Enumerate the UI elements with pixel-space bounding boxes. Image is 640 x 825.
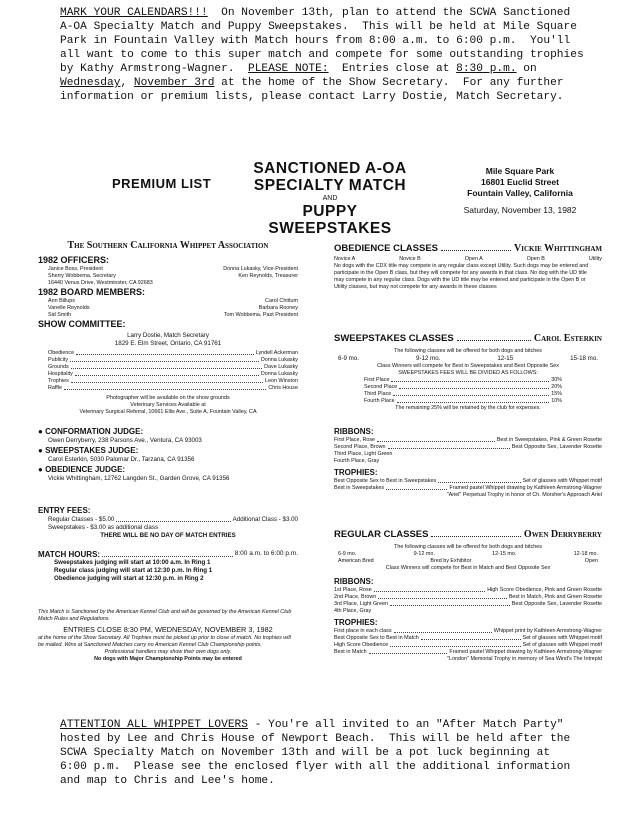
rules-block [38,609,298,663]
class-name: Open [584,558,598,564]
regular-classes-row2 [334,558,602,565]
venue-city: Fountain Valley, California [467,188,573,198]
announcement-text: by Kathy Armstrong-Wagner. [60,63,248,75]
vet-address: Veterinary Surgical Referral, 10661 Ellis Ave., Suite A, Fountain Valley, CA [79,409,257,415]
ribbon-row [334,437,602,444]
percent: 20% [551,384,562,390]
trophy-row [334,635,602,642]
officers-heading: 1982 OFFICERS: [38,255,110,265]
committee-member: Chris House [268,385,298,391]
obedience-judge-label: OBEDIENCE JUDGE: [45,465,126,474]
board-row [48,298,298,305]
age-class: 9-12 mo. [415,355,441,362]
venue-block [445,166,595,216]
secretary-address: 1829 E. Elm Street, Ontario, CA 91761 [114,340,222,347]
sweepstakes-trophies [334,478,602,499]
vet-note: Veterinary Services Available at [130,402,206,408]
sweepstakes-judge: Carol Esterkin, 5030 Palomar Dr., Tarzana, CA 91356 [48,456,195,463]
obedience-rule: participate in the Open B class, but they will compete for any awards in that class. No dog with the UD title [334,270,587,276]
sweepstakes-ribbons-heading: RIBBONS: [334,427,374,436]
committee-role: Trophies [48,378,69,384]
rules-text: be mailed. Wins at Sanctioned Matches carry no American Kennel Club Championship points. [38,642,262,648]
trophy-row [334,628,602,635]
class-name: Open B [526,256,545,262]
age-class: 6-9 mo. [338,355,359,362]
conformation-judge-label: CONFORMATION JUDGE: [45,427,144,436]
party-text: hosted by Lee and Chris House of Newport Beach. This will be held after the [60,733,571,745]
judges-block [38,426,298,483]
event-date: Saturday, November 13, 1982 [463,205,577,215]
prize-row [364,391,562,398]
trophy-award: First place in each class [334,628,392,634]
announcement-text: all want to come to this super match and compete for some outstanding trophies [60,49,584,61]
place: Second Place [364,384,398,390]
trophy-award: Best in Sweepstakes [334,485,385,491]
committee-row [48,350,298,357]
age-class: 9-12 mo. [413,551,435,557]
conformation-judge-heading: ● CONFORMATION JUDGE: [38,427,144,436]
regular-ribbons [334,587,602,615]
rules-text: This Match is Sanctioned by the American Kennel Club and will be governed by the American Kennel Club [38,609,292,615]
class-name: American Bred [338,558,374,564]
sweepstakes-ages [334,355,602,363]
photographer-note: Photographer will be available on the show grounds [106,395,230,401]
announcement-bottom [60,718,630,788]
announcement-text: , [120,77,134,89]
announcement-top [60,6,630,104]
regular-title: REGULAR CLASSES [334,529,429,540]
ribbon: Fourth Place, Gray [334,458,380,464]
committee-list [38,350,298,392]
committee-role: Publicity [48,357,69,363]
trophy-award: High Score Obedience [334,642,389,648]
board-row [48,312,298,319]
premium-list-label: PREMIUM LIST [112,176,212,191]
trophy-prize: Set of glasses with Whippet motif [522,478,602,484]
ribbon: 4th Place, Gray [334,608,372,614]
officer-row [48,266,298,273]
club-retention: The remaining 25% will be retained by the club for expenses. [395,405,541,411]
sweepstakes-judge-name: Carol Esterkin [533,333,602,344]
announcement-text: Park in Fountain Valley with Match hours from 8:00 a.m. to 6:00 p.m. You'll [60,35,571,47]
officer-row [48,273,298,280]
committee-member: Donna Lukasky [260,371,298,377]
ribbon: 2nd Place, Brown [334,594,377,600]
deadline-time: 8:30 p.m. [456,63,517,75]
percent: 15% [551,391,562,397]
committee-role: Grounds [48,364,69,370]
obedience-judge-heading: ● OBEDIENCE JUDGE: [38,465,126,474]
additional-fee: Additional Class - $3.00 [232,516,298,523]
place: Fourth Place [364,398,395,404]
announcement-text: A-OA Specialty Match and Puppy Sweepstakes. This will be held at Mile Square [60,21,577,33]
ribbon-row [334,587,602,594]
ribbon: Best in Match, Pink and Green Rosette [508,594,602,600]
committee-row [48,385,298,392]
rules-text: Professional handlers may show their own dogs only. [104,649,232,655]
prize-row [364,398,562,405]
officer-address: 16440 Venus Drive, Westminster, CA 92683 [48,280,153,286]
officer-row [48,280,298,287]
committee-member: Dave Lukasky [264,364,298,370]
deadline-day: Wednesday [60,77,121,89]
class-name: Novice B [399,256,421,262]
obedience-heading [334,243,602,254]
ribbon-row [334,601,602,608]
board-list [38,298,298,319]
entry-fees-block [38,505,298,540]
committee-member: Lyndell Ackerman [255,350,298,356]
committee-member: Leon Winston [265,378,298,384]
sweepstakes-ribbons [334,437,602,465]
judging-schedule: Obedience judging will start at 12:30 p.m. in Ring 2 [54,575,204,582]
rules-text: at the home of the Show Secretary. All Trophies must be picked up prior to close of match. No trophies will [38,635,291,641]
ribbon: Third Place, Light Green [334,451,393,457]
officer: Ken Reynolds, Treasurer [238,273,298,279]
announcement-text: information or premium lists, please contact Larry Dostie, Match Secretary. [60,91,564,103]
board-member: Tom Wobbema, Past President [223,312,298,318]
age-class: 12-15 [497,355,514,362]
board-heading: 1982 BOARD MEMBERS: [38,287,146,297]
rules-text: Match Rules and Regulations. [38,616,110,622]
trophy-row [334,485,602,492]
judging-schedule: Sweepstakes judging will start at 10:00 a.m. In Ring 1 [54,559,211,566]
age-class: 12-18 mo. [573,551,598,557]
title-line: SANCTIONED A-OA [253,160,407,177]
class-name: Bred by Exhibitor [430,558,472,564]
regular-fee: Regular Classes - $5.00 [48,516,115,523]
committee-row [48,371,298,378]
board-member: Carol Chittum [265,298,298,304]
sweepstakes-judge-heading: ● SWEEPSTAKES JUDGE: [38,446,139,455]
london-trophy: "London" Memorial Trophy in memory of Sea Wind's The Intrepid [447,656,602,662]
match-hours-range: 8:00 a.m. to 6:00 p.m. [234,550,298,557]
judging-schedule: Regular class judging will start at 12:30 p.m. In Ring 1 [54,567,213,574]
committee-member: Donna Lukasky [260,357,298,363]
class-name: Utility [588,256,602,262]
trophy-prize: Framed pastel Whippet drawing by Kathleen Armstrong-Wagner [449,485,602,491]
officer: Janice Boss, President [48,266,103,272]
board-member: Barbara Rooney [258,305,298,311]
committee-row [48,364,298,371]
officers-list [38,266,298,287]
party-text: and map to Chris and Lee's home. [60,775,275,787]
regular-trophies-heading: TROPHIES: [334,618,378,627]
no-day-entries: THERE WILL BE NO DAY OF MATCH ENTRIES [100,532,236,539]
right-column [334,243,602,663]
sweepstakes-intro: The following classes will be offered for both dogs and bitches [394,348,542,354]
trophy-award: Best in Match [334,649,367,655]
fee-row [38,516,298,524]
title-line: SPECIALTY MATCH [253,177,407,194]
place: First Place [364,377,390,383]
obedience-rule: may compete in any regular class. Dogs with the UD title may be entered and participate in the Open B or [334,277,586,283]
age-class: 12-15 mo. [492,551,517,557]
match-hours-row [38,550,298,559]
committee-role: Obedience [48,350,75,356]
regular-winners: Class Winners will compete for Best in Match and Best Opposite Sex [385,565,551,571]
deadline-date: November 3rd [133,77,215,89]
ribbon: Second Place, Brown [334,444,386,450]
regular-ribbons-heading: RIBBONS: [334,577,374,586]
age-class: 15-18 mo. [570,355,598,362]
announcement-text: at the home of the Show Secretary. For any further [214,77,564,89]
committee-row [48,357,298,364]
trophy-award: Best Opposite Sex to Best in Sweepstakes [334,478,437,484]
event-title [250,160,410,237]
party-text: - You're all invited to an "After Match Party" [247,719,564,731]
calendar-heading: MARK YOUR CALENDARS!!! [60,7,208,19]
match-hours-block [38,550,298,583]
match-secretary: Larry Dostie, Match Secretary [127,332,209,339]
committee-row [48,378,298,385]
party-text: SCWA Specialty Match on November 13th and will be a pot luck beginning at [60,747,551,759]
ribbon: 3rd Place, Light Green [334,601,388,607]
prize-row [364,384,562,391]
trophy-row [334,642,602,649]
announcement-text: Entries close at [328,63,457,75]
announcement-text: On November 13th, plan to attend the SCWA Sanctioned [207,7,571,19]
committee-role: Raffle [48,385,62,391]
obedience-judge: Vickie Whittingham, 12762 Langden St., Garden Grove, CA 91356 [48,475,230,482]
trophy-prize: Set of glasses with Whippet motif [522,635,602,641]
board-row [48,305,298,312]
prize-row [364,377,562,384]
obedience-judge-name: Vickie Whittingham [514,243,602,254]
class-name: Novice A [334,256,356,262]
officer: Sherry Wobbema, Secretary [48,273,116,279]
please-note: PLEASE NOTE: [247,63,329,75]
ariel-trophy: "Ariel" Perpetual Trophy in honor of Ch. Morsher's Approach Ariel [446,492,602,498]
ribbon-row [334,594,602,601]
ribbon: Best Opposite Sex, Lavender Rosette [511,601,602,607]
place: Third Place [364,391,392,397]
sweepstakes-heading [334,333,602,344]
obedience-rules [334,263,602,291]
ribbon: High Score Obedience, Pink and Green Rosette [487,587,602,593]
committee-role: Hospitality [48,371,73,377]
rules-text: No dogs with Major Championship Points may be entered [94,656,242,662]
ribbon: Best in Sweepstakes, Pink & Green Rosette [496,437,602,443]
trophy-prize: Set of glasses with Whippet motif [522,642,602,648]
sweepstakes-title: SWEEPSTAKES CLASSES [334,333,454,344]
percent: 30% [551,377,562,383]
party-heading: ATTENTION ALL WHIPPET LOVERS [60,719,248,731]
obedience-title: OBEDIENCE CLASSES [334,243,438,254]
announcement-text: on [516,63,537,75]
obedience-rule: Utility classes, but may not compete for any awards in these classes [334,284,497,290]
ribbon-row [334,444,602,451]
left-column [38,240,298,663]
sweepstakes-judge-label: SWEEPSTAKES JUDGE: [45,446,139,455]
show-committee-heading: SHOW COMMITTEE: [38,319,126,329]
regular-judge-name: Owen Derryberry [523,529,602,540]
trophy-prize: Whippet print by Kathleen Armstrong-Wagner [493,628,602,634]
venue-park: Mile Square Park [485,166,555,176]
match-hours-heading: MATCH HOURS: [38,550,101,559]
trophy-prize: Framed pastel Whippet drawing by Kathleen Armstrong-Wagner [449,649,602,655]
entry-fees-heading: ENTRY FEES: [38,506,91,515]
obedience-rule: No dogs with the CDX title may compete in any regular class except Utility. Such dogs may be entered and [334,263,589,269]
regular-trophies [334,628,602,663]
ribbon: 1st Place, Rose [334,587,372,593]
board-member: Sid Smith [48,312,72,318]
age-class: 6-9 mo. [338,551,357,557]
title-and: AND [322,195,338,202]
prize-split [334,377,602,405]
class-name: Open A [464,256,483,262]
obedience-classes [334,256,602,263]
sweepstakes-fee-split: SWEEPSTAKES FEES WILL BE DIVIDED AS FOLLOWS: [398,370,538,376]
percent: 10% [551,398,562,404]
board-member: Vanelle Reynolds [48,305,90,311]
ribbon: First Place, Rose [334,437,376,443]
regular-heading [334,529,602,540]
association-name: The Southern California Whippet Association [67,240,269,251]
party-text: 6:00 p.m. Please see the enclosed flyer with all the additional information [60,761,571,773]
sweepstakes-fee: Sweepstakes - $3.00 as additional class [48,524,159,531]
sweepstakes-trophies-heading: TROPHIES: [334,468,378,477]
regular-ages [334,551,602,558]
regular-intro: The following classes will be offered for both dogs and bitches [394,544,542,550]
ribbon: Best Opposite Sex, Lavender Rosette [511,444,602,450]
conformation-judge: Owen Derryberry, 238 Parsons Ave., Ventura, CA 93003 [48,437,202,444]
sweepstakes-winners: Class Winners will compete for Best in Sweepstakes and Best Opposite Sex [377,363,559,369]
entries-close: ENTRIES CLOSE 8:30 PM, WEDNESDAY, NOVEMBER 3, 1982 [63,625,273,634]
officer: Donna Lukasky, Vice-President [223,266,298,272]
trophy-row [334,649,602,656]
title-line: PUPPY SWEEPSTAKES [268,203,392,237]
venue-street: 16801 Euclid Street [481,177,559,187]
trophy-row [334,478,602,485]
trophy-award: Best Opposite Sex to Best in Match [334,635,419,641]
board-member: Ann Billups [48,298,75,304]
